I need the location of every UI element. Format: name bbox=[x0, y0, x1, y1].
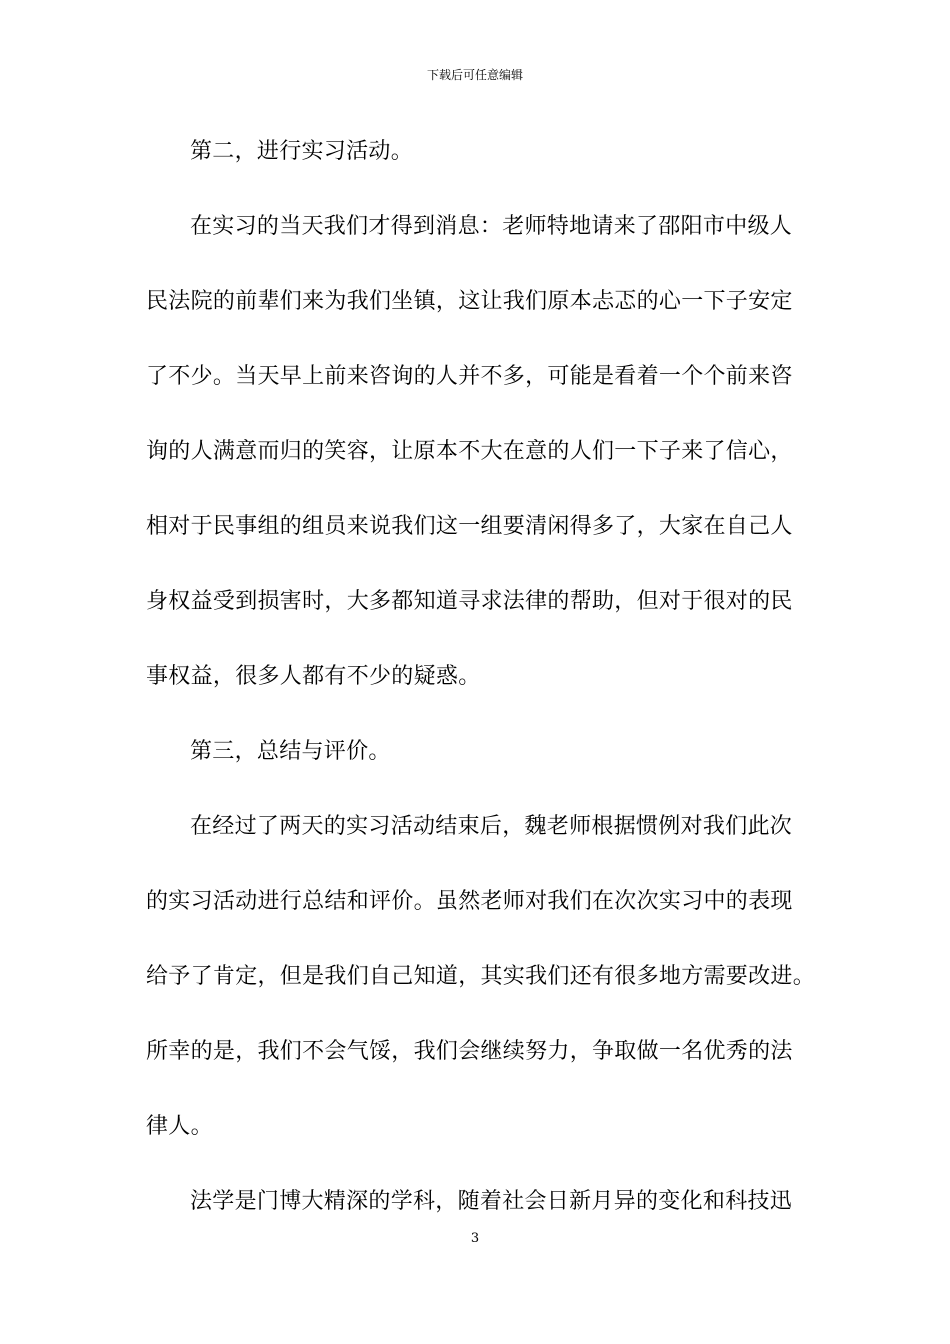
paragraph-line: 身权益受到损害时，大多都知道寻求法律的帮助，但对于很对的民 bbox=[146, 589, 793, 614]
paragraph-line: 询的人满意而归的笑容，让原本不大在意的人们一下子来了信心， bbox=[146, 439, 793, 464]
paragraph-line: 在经过了两天的实习活动结束后，魏老师根据惯例对我们此次 bbox=[190, 814, 793, 839]
paragraph-line: 民法院的前辈们来为我们坐镇，这让我们原本忐忑的心一下子安定 bbox=[146, 289, 793, 314]
paragraph-line: 所幸的是，我们不会气馁，我们会继续努力，争取做一名优秀的法 bbox=[146, 1039, 793, 1064]
paragraph-line: 法学是门博大精深的学科，随着社会日新月异的变化和科技迅 bbox=[190, 1189, 793, 1214]
paragraph-line: 给予了肯定，但是我们自己知道，其实我们还有很多地方需要改进。 bbox=[146, 964, 816, 989]
paragraph-line: 了不少。当天早上前来咨询的人并不多，可能是看着一个个前来咨 bbox=[146, 364, 793, 389]
paragraph-line: 律人。 bbox=[146, 1114, 213, 1139]
paragraph-line: 相对于民事组的组员来说我们这一组要清闲得多了，大家在自己人 bbox=[146, 514, 793, 539]
page-number: 3 bbox=[470, 1231, 480, 1246]
section-heading: 第三，总结与评价。 bbox=[190, 739, 391, 764]
paragraph-line: 事权益，很多人都有不少的疑惑。 bbox=[146, 664, 481, 689]
page-header: 下载后可任意编辑 bbox=[426, 68, 523, 82]
paragraph-line: 的实习活动进行总结和评价。虽然老师对我们在次次实习中的表现 bbox=[146, 889, 793, 914]
paragraph-line: 在实习的当天我们才得到消息：老师特地请来了邵阳市中级人 bbox=[190, 214, 793, 239]
section-heading: 第二，进行实习活动。 bbox=[190, 139, 414, 164]
